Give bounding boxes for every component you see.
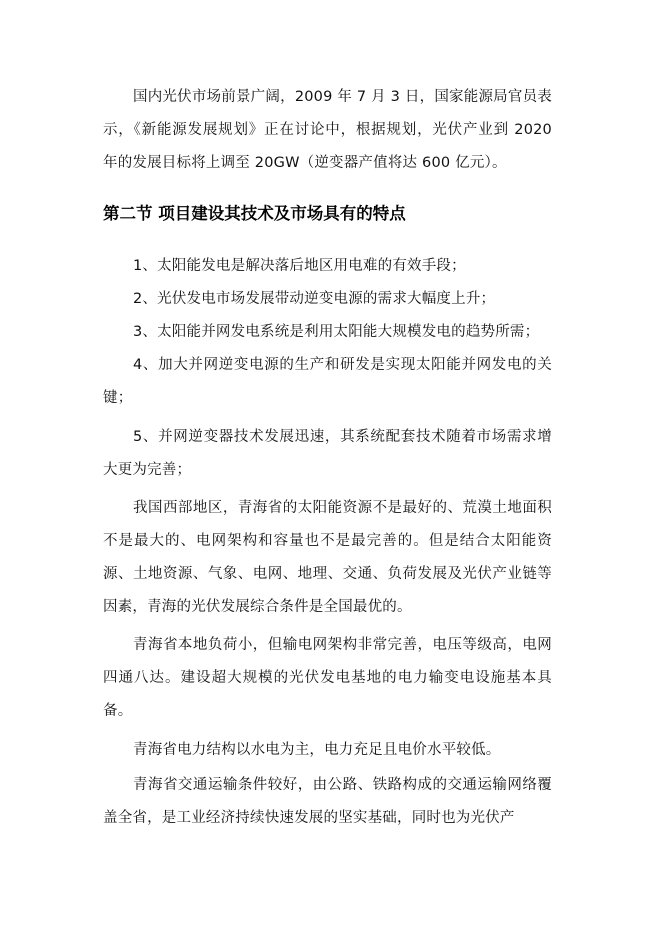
paragraph-transport: 青海省交通运输条件较好，由公路、铁路构成的交通运输网络覆盖全省，是工业经济持续快速发展的坚实基础，同时也为光伏产 bbox=[103, 777, 552, 826]
paragraph-intro: 国内光伏市场前景广阔，2009 年 7 月 3 日，国家能源局官员表示，《新能源发展规划》正在讨论中，根据规划，光伏产业到 2020 年的发展目标将上调至 20GW（逆变器产值将达 600 亿元）。 bbox=[103, 89, 552, 171]
list-item-2: 2、光伏发电市场发展带动逆变电源的需求大幅度上升； bbox=[133, 291, 496, 307]
list-item-5: 5、并网逆变器技术发展迅速，其系统配套技术随着市场需求增大更为完善； bbox=[103, 429, 552, 478]
list-item-4: 4、加大并网逆变电源的生产和研发是实现太阳能并网发电的关键； bbox=[103, 357, 552, 406]
section-heading: 第二节 项目建设其技术及市场具有的特点 bbox=[103, 204, 406, 223]
paragraph-load: 青海省本地负荷小，但输电网架构非常完善，电压等级高，电网四通八达。建设超大规模的光伏发电基地的电力输变电设施基本具备。 bbox=[103, 637, 552, 719]
list-item-1: 1、太阳能发电是解决落后地区用电难的有效手段； bbox=[133, 258, 466, 274]
list-item-3: 3、太阳能并网发电系统是利用太阳能大规模发电的趋势所需； bbox=[133, 324, 540, 340]
paragraph-power: 青海省电力结构以水电为主，电力充足且电价水平较低。 bbox=[133, 742, 501, 758]
paragraph-west: 我国西部地区，青海省的太阳能资源不是最好的、荒漠土地面积不是最大的、电网架构和容量也不是最完善的。但是结合太阳能资源、土地资源、气象、电网、地理、交通、负荷发展及光伏产业链等因素，青海的光伏发展综合条件是全国最优的。 bbox=[103, 500, 552, 615]
